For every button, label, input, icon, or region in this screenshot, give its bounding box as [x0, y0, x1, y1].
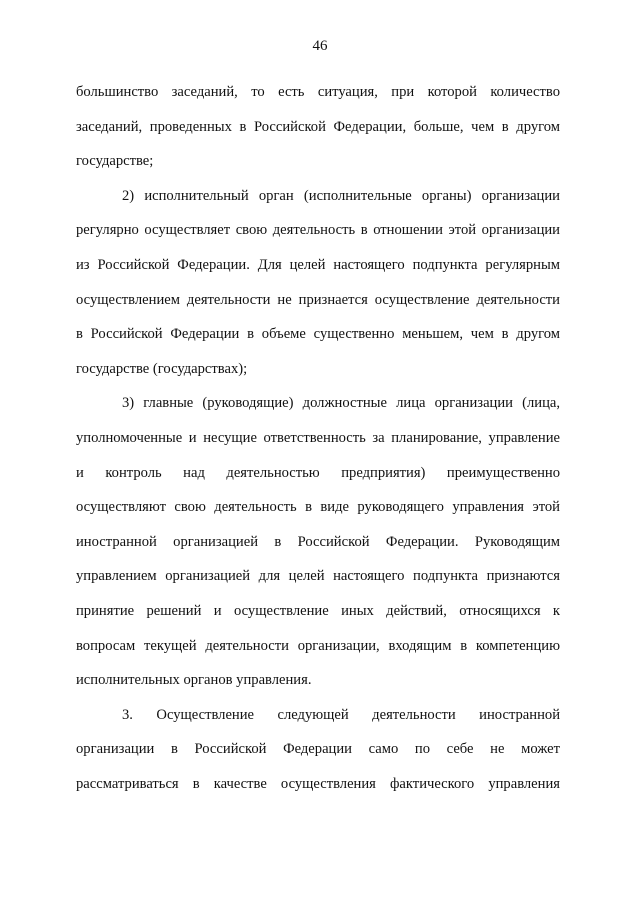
- text-line: государстве (государствах);: [76, 360, 248, 377]
- text-line: организации в Российской Федерации само по себе не может: [76, 741, 560, 758]
- text-line: 3. Осуществление следующей деятельности иностранной: [122, 706, 560, 723]
- document-body: [76, 75, 560, 801]
- text-line: вопросам текущей деятельности организации, входящим в компетенцию: [76, 637, 560, 654]
- text-line: большинство заседаний, то есть ситуация, при которой количество: [76, 84, 560, 100]
- page-number: 46: [312, 38, 328, 54]
- text-line: иностранной организацией в Российской Федерации. Руководящим: [76, 533, 560, 550]
- text-line: 2) исполнительный орган (исполнительные органы) организации: [122, 187, 560, 204]
- text-line: государстве;: [76, 153, 154, 170]
- text-line: 3) главные (руководящие) должностные лица организации (лица,: [122, 395, 560, 412]
- text-line: осуществляют свою деятельность в виде руководящего управления этой: [76, 499, 560, 516]
- text-line: управлением организацией для целей настоящего подпункта признаются: [76, 568, 560, 585]
- text-line: осуществлением деятельности не признается осуществление деятельности: [76, 291, 560, 308]
- text-line: из Российской Федерации. Для целей настоящего подпункта регулярным: [76, 256, 560, 273]
- text-line: уполномоченные и несущие ответственность за планирование, управление: [76, 429, 560, 446]
- text-line: и контроль над деятельностью предприятия) преимущественно: [76, 464, 560, 481]
- text-line: регулярно осуществляет свою деятельность в отношении этой организации: [76, 222, 560, 239]
- text-line: исполнительных органов управления.: [76, 672, 312, 689]
- text-line: в Российской Федерации в объеме существенно меньшем, чем в другом: [76, 326, 560, 343]
- text-line: принятие решений и осуществление иных действий, относящихся к: [76, 602, 560, 619]
- text-line: рассматриваться в качестве осуществления фактического управления: [76, 775, 560, 792]
- text-line: заседаний, проведенных в Российской Федерации, больше, чем в другом: [76, 118, 560, 135]
